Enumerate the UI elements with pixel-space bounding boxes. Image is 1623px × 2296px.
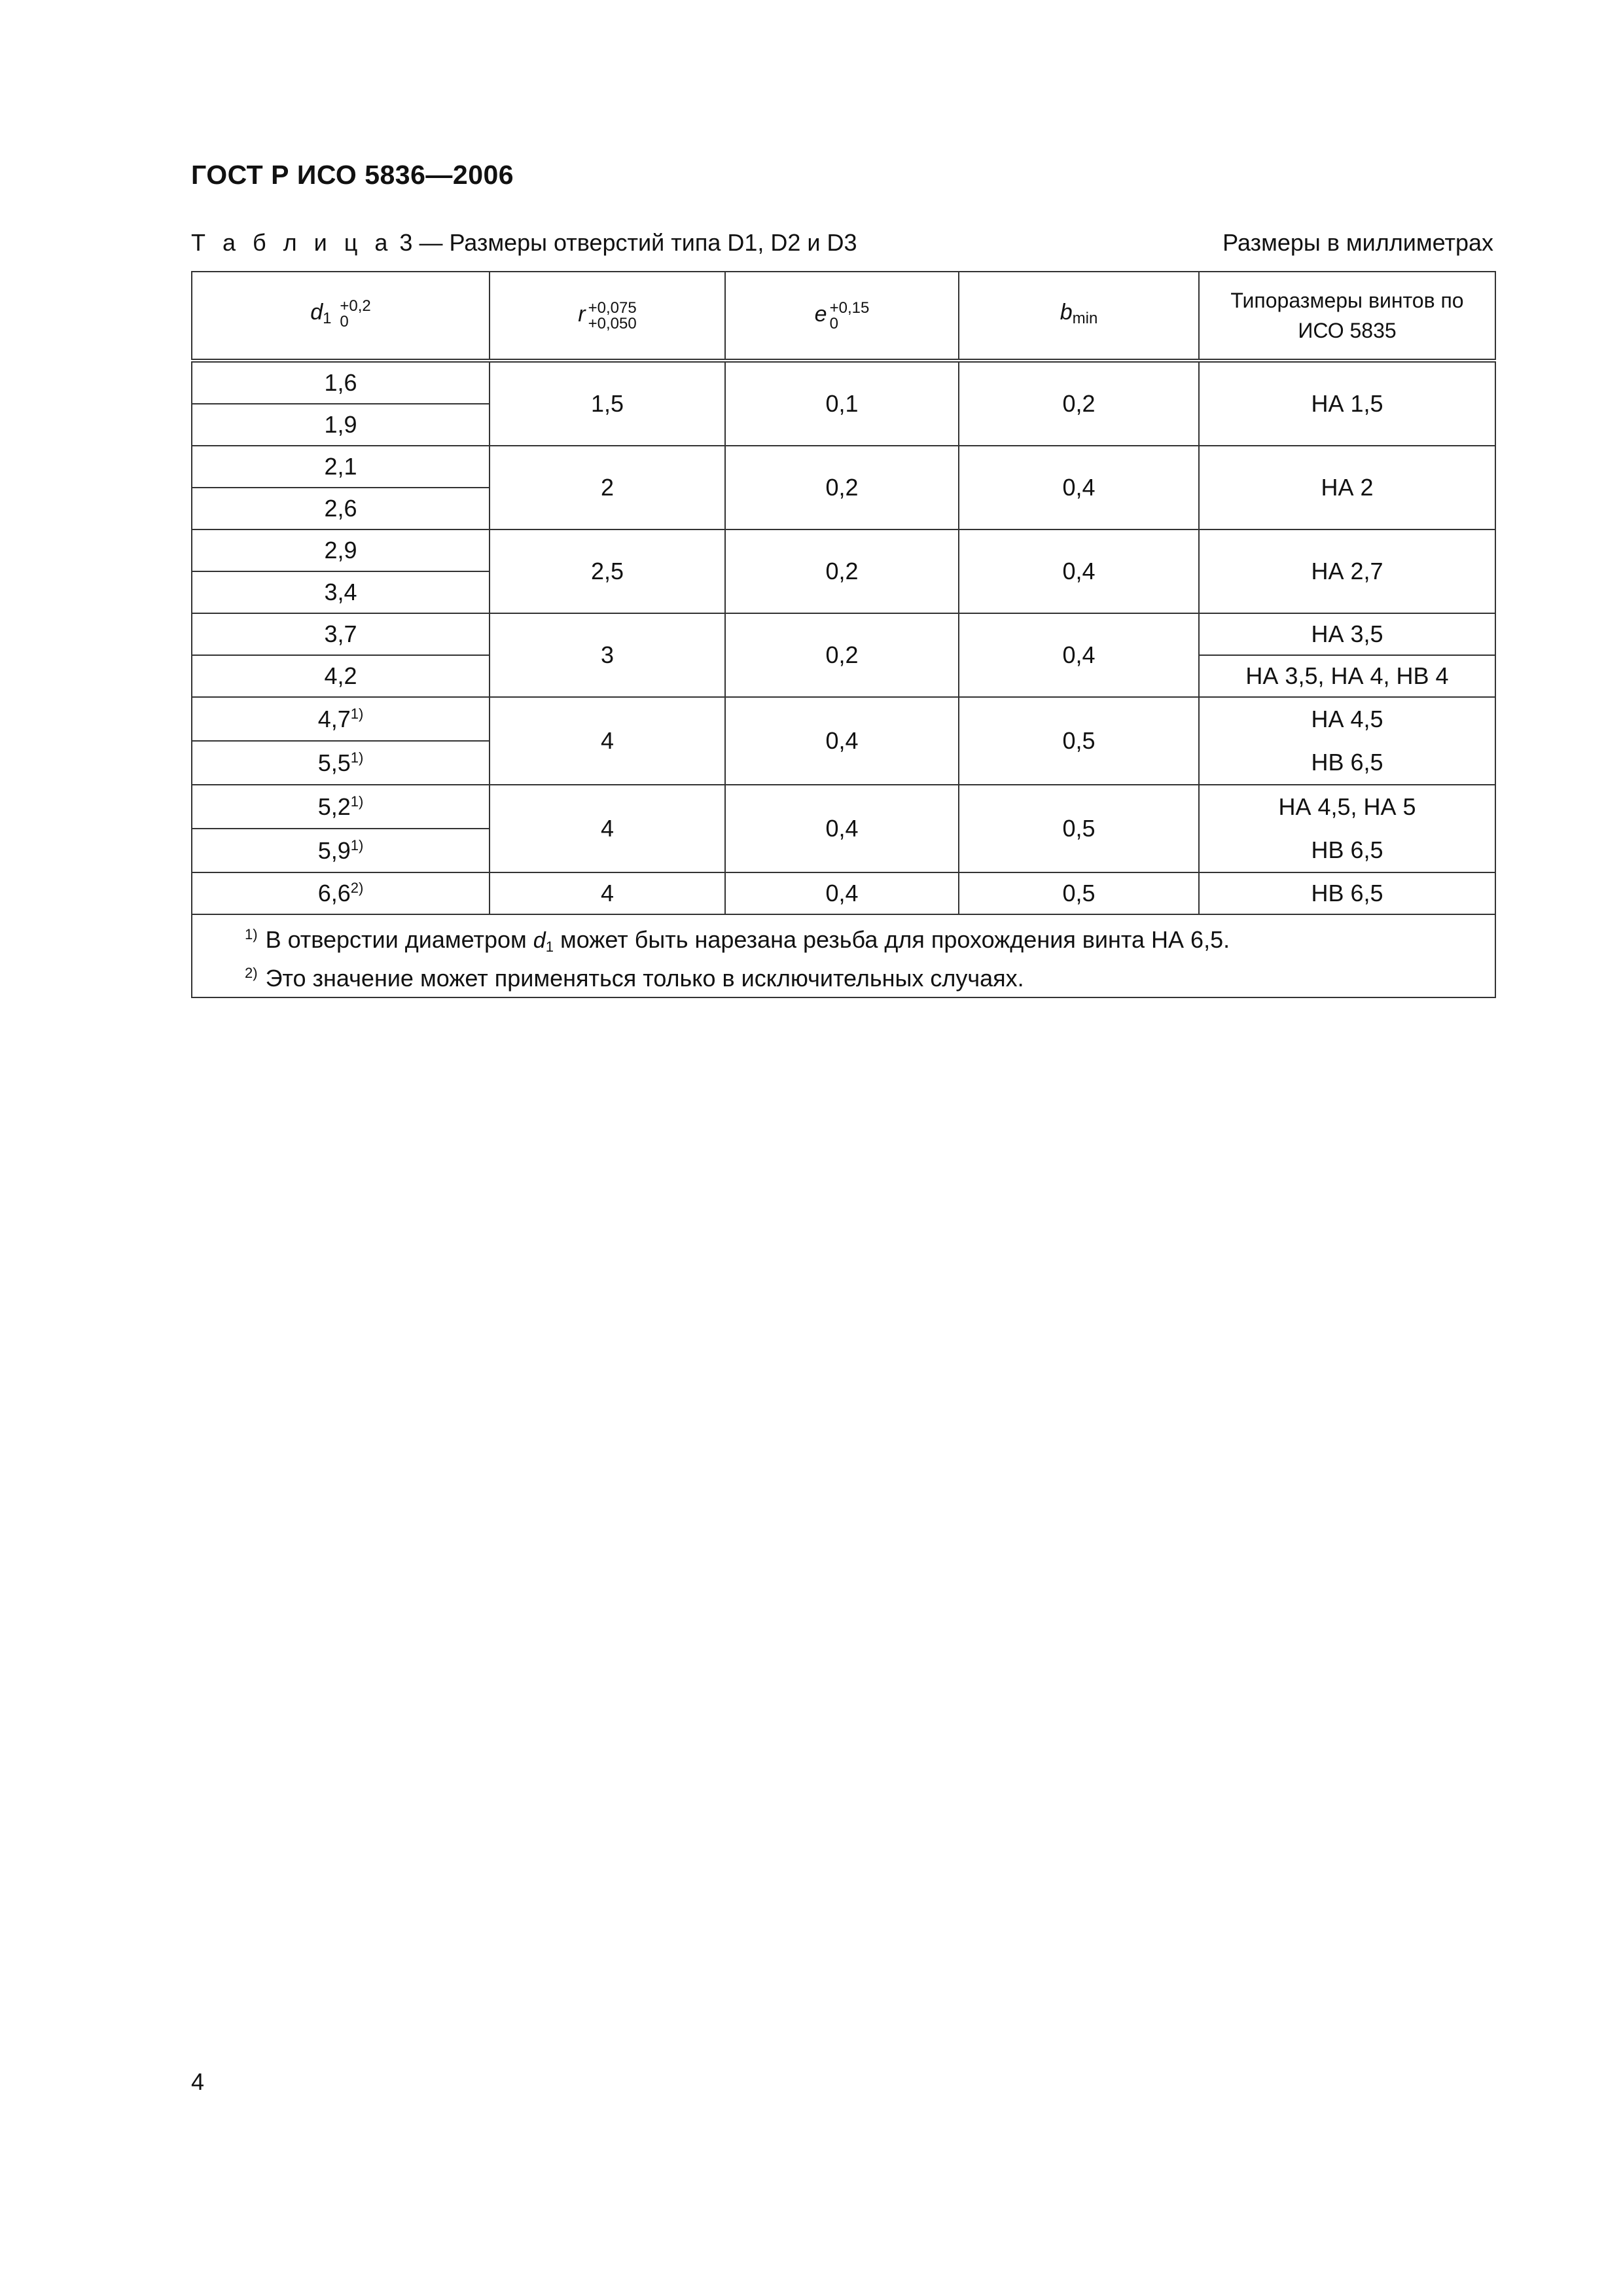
d1-cell: 5,2$^{1)}$ [192, 785, 490, 829]
b-cell: 0,5 [959, 872, 1199, 914]
b-cell: 0,5 [959, 785, 1199, 872]
screw-cell: НВ 6,5 [1199, 872, 1495, 914]
footnotes [192, 914, 1495, 997]
table-title: 3 — Размеры отверстий типа D1, D2 и D3 [399, 229, 857, 256]
d1-tolerance: +0,2 0 [340, 296, 371, 331]
screw-cell: НА 4,5 НВ 6,5 [1199, 697, 1495, 785]
r-cell: 4 [490, 697, 725, 785]
r-tolerance: +0,075 +0,050 [588, 298, 637, 332]
table-row [192, 613, 1495, 655]
e-cell: 0,4 [725, 872, 959, 914]
footnote-1: $^{1)}$ В отверстии диаметром $d_1$ может быть нарезана резьба для прохождения винта НА 6,5. [245, 926, 1230, 955]
r-cell: 2,5 [490, 529, 725, 613]
r-cell: 3 [490, 613, 725, 697]
footnote-2: $^{2)}$ Это значение может применяться только в исключительных случаях. [245, 965, 1024, 992]
table-units: Размеры в миллиметрах [1222, 229, 1493, 256]
d1-cell: 2,1 [192, 446, 490, 488]
screw-cell: НА 2 [1199, 446, 1495, 529]
table-row [192, 785, 1495, 829]
r-cell: 2 [490, 446, 725, 529]
r-cell: 4 [490, 785, 725, 872]
header-r: r +0,075 +0,050 [490, 272, 725, 361]
d1-cell: 1,9 [192, 404, 490, 446]
b-cell: 0,4 [959, 446, 1199, 529]
table-header-row [192, 272, 1495, 361]
e-cell: 0,4 [725, 785, 959, 872]
b-cell: 0,4 [959, 529, 1199, 613]
screw-cell: НА 1,5 [1199, 361, 1495, 446]
screw-cell: НА 2,7 [1199, 529, 1495, 613]
screw-cell: НА 3,5 [1199, 613, 1495, 655]
e-cell: 0,2 [725, 446, 959, 529]
screw-cell: НА 3,5, НА 4, НВ 4 [1199, 655, 1495, 697]
d1-cell: 5,5$^{1)}$ [192, 741, 490, 785]
d1-cell: 4,7$^{1)}$ [192, 697, 490, 741]
d1-cell: 1,6 [192, 361, 490, 404]
b-cell: 0,4 [959, 613, 1199, 697]
header-screws: Типоразмеры винтов по ИСО 5835 [1199, 272, 1495, 361]
table-row [192, 361, 1495, 404]
header-e: e +0,15 0 [725, 272, 959, 361]
b-cell: 0,2 [959, 361, 1199, 446]
screw-cell: НА 4,5, НА 5 НВ 6,5 [1199, 785, 1495, 872]
footnotes-row [192, 914, 1495, 997]
e-cell: 0,4 [725, 697, 959, 785]
document-header: ГОСТ Р ИСО 5836—2006 [191, 160, 514, 190]
b-cell: 0,5 [959, 697, 1199, 785]
table-row [192, 529, 1495, 571]
table-row [192, 872, 1495, 914]
e-tolerance: +0,15 0 [829, 298, 870, 332]
d1-cell: 3,4 [192, 571, 490, 613]
d1-cell: 2,6 [192, 488, 490, 529]
d1-cell: 2,9 [192, 529, 490, 571]
table-caption-title [191, 229, 857, 257]
d1-cell: 4,2 [192, 655, 490, 697]
d1-cell: 6,6$^{2)}$ [192, 872, 490, 914]
e-cell: 0,2 [725, 613, 959, 697]
r-cell: 1,5 [490, 361, 725, 446]
header-d1: $d_1$ +0,2 0 [192, 272, 490, 361]
e-cell: 0,2 [725, 529, 959, 613]
table-caption [191, 229, 1493, 262]
dimensions-table [191, 271, 1496, 998]
r-cell: 4 [490, 872, 725, 914]
d1-cell: 3,7 [192, 613, 490, 655]
header-b: $b_{min}$ [959, 272, 1199, 361]
table-row [192, 446, 1495, 488]
d1-cell: 5,9$^{1)}$ [192, 829, 490, 872]
table-word: Т а б л и ц а [191, 229, 393, 256]
e-cell: 0,1 [725, 361, 959, 446]
table-row [192, 697, 1495, 741]
page-number: 4 [191, 2068, 205, 2095]
